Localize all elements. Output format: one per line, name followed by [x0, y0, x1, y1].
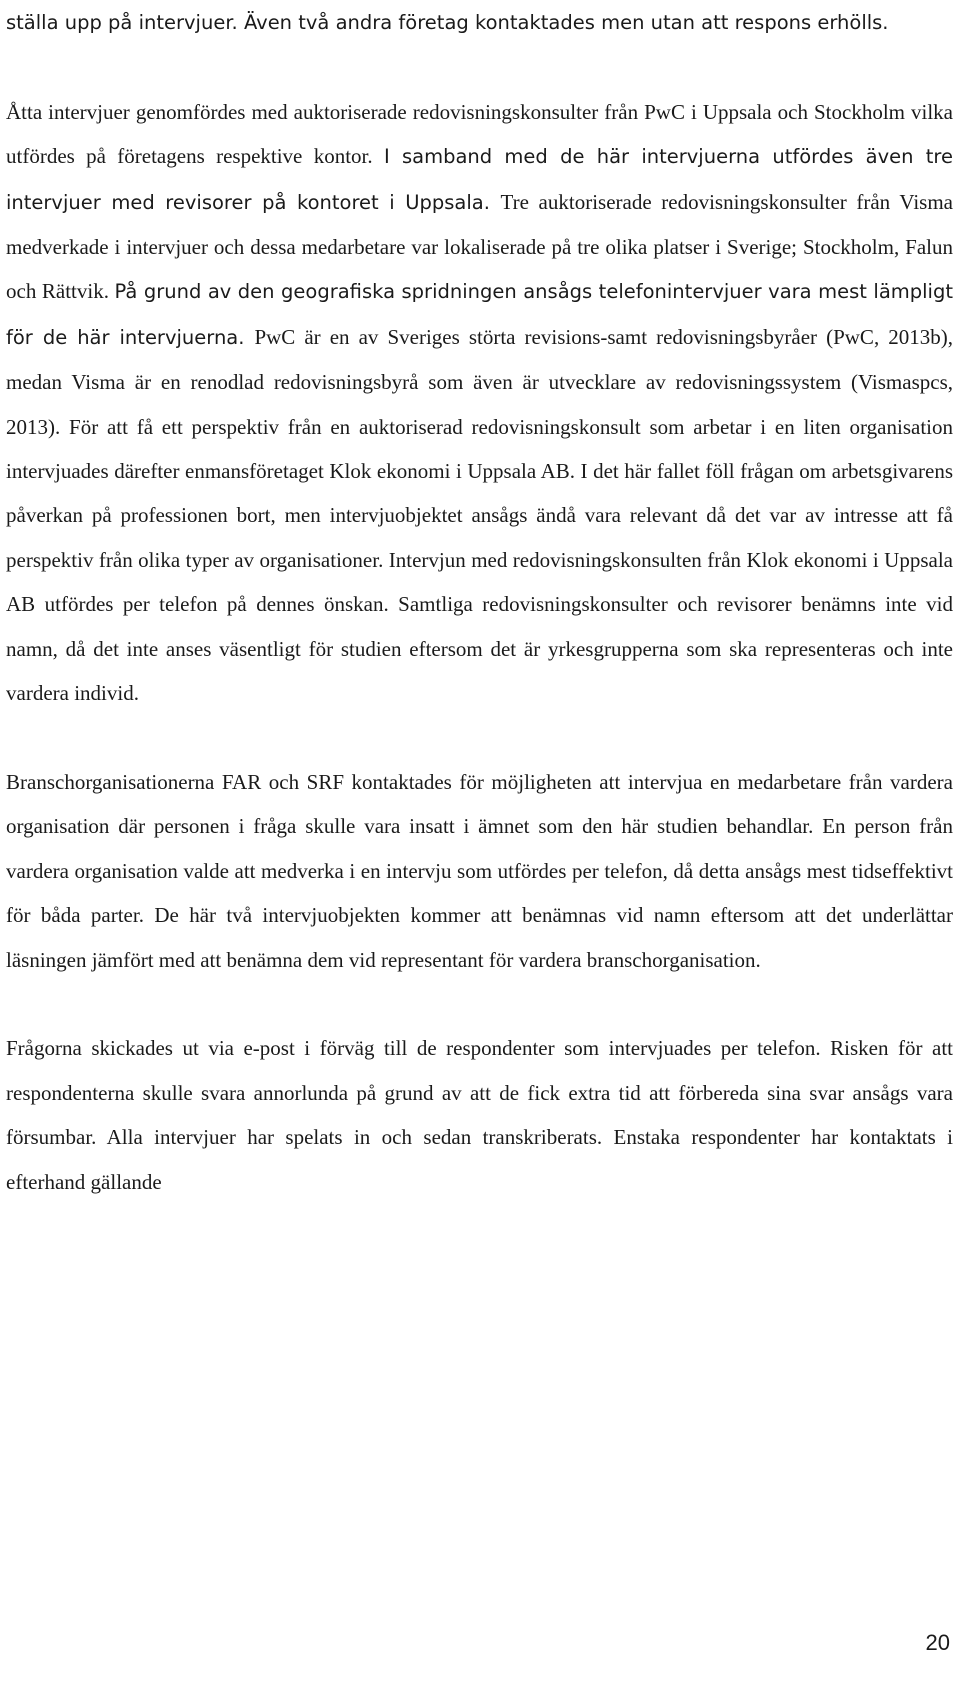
paragraph-gap	[6, 45, 953, 89]
paragraph-gap	[6, 715, 953, 759]
text-segment: På grund av den geografiska spridningen ansågs telefonintervjuer vara mest lämpligt för de här intervjuerna.	[6, 280, 953, 349]
document-body	[6, 0, 953, 1204]
text-segment: Tre auktoriserade redovisningskonsulter från Visma medverkade i intervjuer och dessa medarbetare var lokaliserade på tre olika platser i Sverige; Stockholm, Falun och Rättvik.	[6, 189, 953, 304]
text-segment: Frågorna skickades ut via e-post i förväg till de respondenter som intervjuades per telefon. Risken för att respondenterna skulle svara annorlunda på grund av att de fick extra tid att förbereda sina svar ansågs vara försumbar. Alla intervjuer har spelats in och sedan transkriberats. Enstaka respondenter har kontaktats i efterhand gällande	[6, 1036, 953, 1194]
paragraph-1	[6, 0, 953, 45]
text-segment: PwC är en av Sveriges störta revisions-samt redovisningsbyråer (PwC, 2013b), medan Visma är en renodlad redovisningsbyrå som även är utvecklare av redovisningssystem (Vismaspcs, 2013). För att få ett perspektiv från en auktoriserad redovisningskonsult som arbetar i en liten organisation intervjuades därefter enmansföretaget Klok ekonomi i Uppsala AB. I det här fallet föll frågan om arbetsgivarens påverkan på professionen bort, men intervjuobjektet ansågs ändå vara relevant då det var av intresse att få perspektiv från olika typer av organisationer. Intervjun med redovisningskonsulten från Klok ekonomi i Uppsala AB utfördes per telefon på dennes önskan. Samtliga redovisningskonsulter och revisorer benämns inte vid namn, då det inte anses väsentligt för studien eftersom det är yrkesgrupperna som ska representeras och inte vardera individ.	[6, 324, 953, 706]
paragraph-gap	[6, 982, 953, 1026]
text-segment: ställa upp på intervjuer. Även två andra företag kontaktades men utan att respons erhölls.	[6, 11, 889, 34]
text-segment: Åtta intervjuer genomfördes med auktoriserade redovisningskonsulter från PwC i Uppsala och Stockholm vilka utfördes på företagens respektive kontor.	[6, 99, 953, 169]
text-segment: I samband med de här intervjuerna utfördes även tre intervjuer med revisorer på kontoret i Uppsala.	[6, 145, 953, 214]
text-segment: Branschorganisationerna FAR och SRF kontaktades för möjligheten att intervjua en medarbetare från vardera organisation där personen i fråga skulle vara insatt i ämnet som den här studien behandlar. En person från vardera organisation valde att medverka i en intervju som utfördes per telefon, då detta ansågs mest tidseffektivt för båda parter. De här två intervjuobjekten kommer att benämnas vid namn eftersom att det underlättar läsningen jämfört med att benämna dem vid representant för vardera branschorganisation.	[6, 769, 953, 972]
paragraph-2	[6, 90, 953, 716]
paragraph-3	[6, 760, 953, 982]
paragraph-4	[6, 1026, 953, 1204]
page-number: 20	[925, 1630, 950, 1655]
